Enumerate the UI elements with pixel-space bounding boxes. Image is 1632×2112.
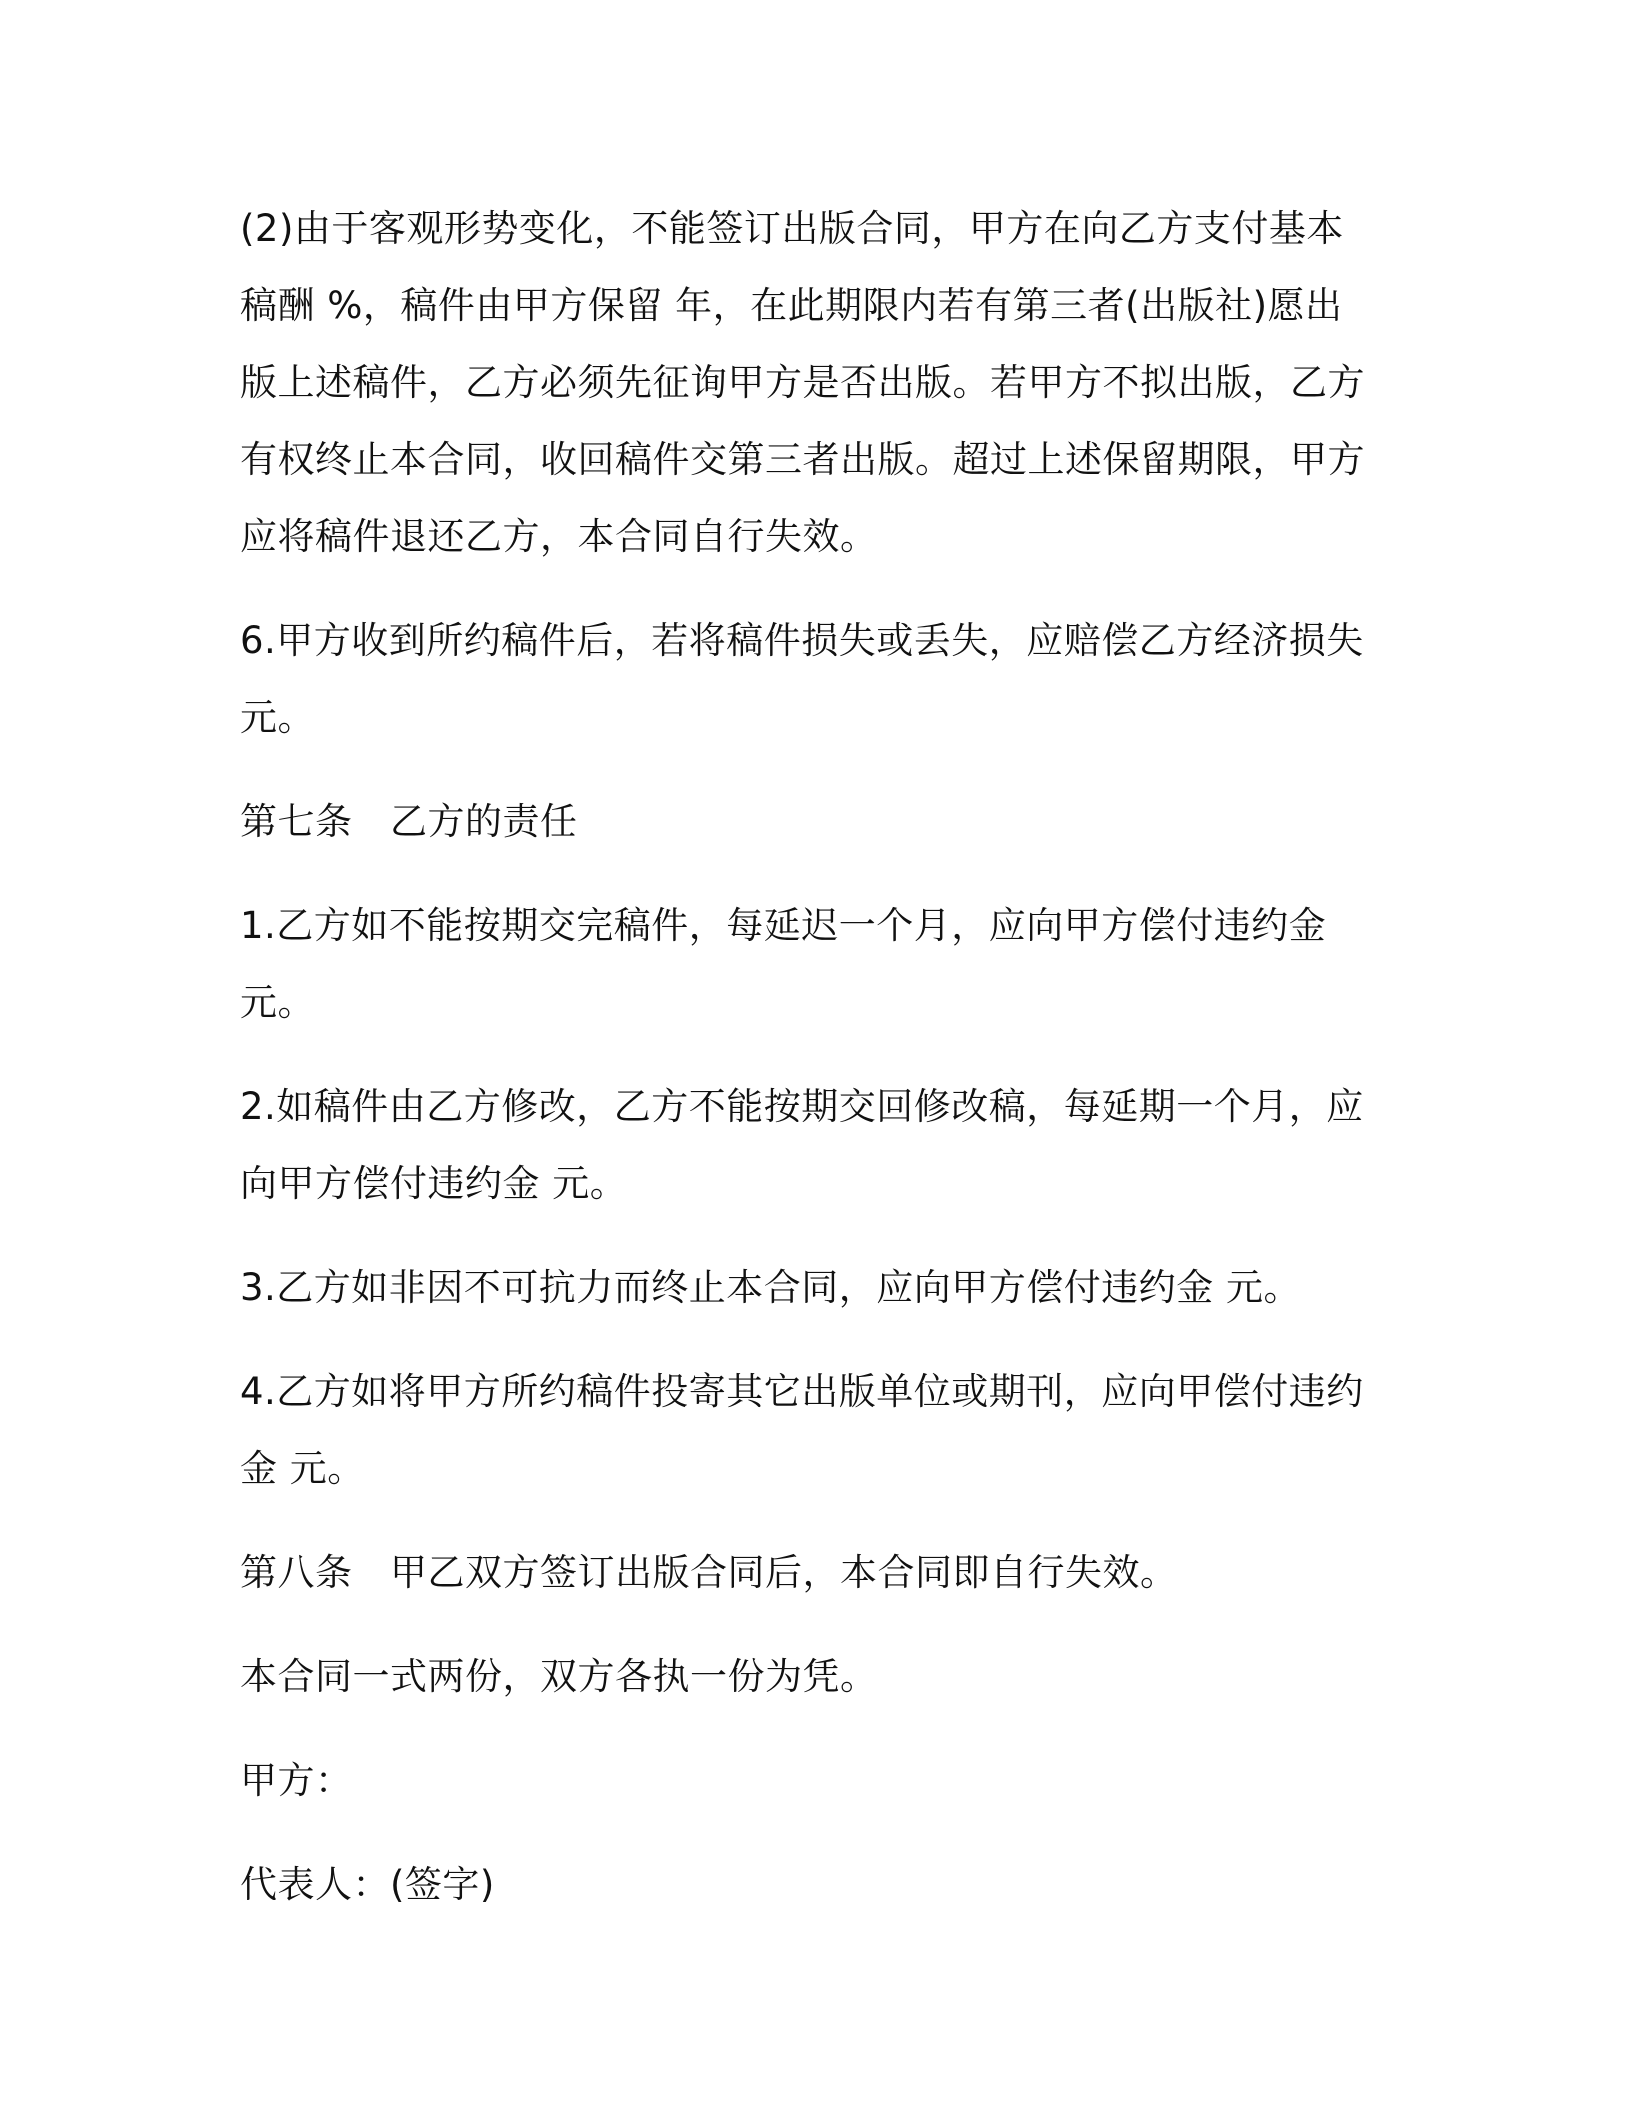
representative-signature-label: 代表人：(签字) [240,1863,495,1906]
copies-statement: 本合同一式两份，双方各执一份为凭。 [240,1655,878,1698]
clause-paragraph-guarantee: (2)由于客观形势变化，不能签订出版合同，甲方在向乙方支付基本稿酬 %，稿件由甲方保留 年，在此期限内若有第三者(出版社)愿出版上述稿件，乙方必须先征询甲方是否出版。若甲方不拟出版，乙方有权终止本合同，收回稿件交第三者出版。超过上述保留期限，甲方应将稿件退还乙方，本合同自行失效。 [240,207,1365,558]
article-heading-seven: 第七条 乙方的责任 [240,800,578,843]
clause-paragraph-late-delivery: 1.乙方如不能按期交完稿件，每延迟一个月，应向甲方偿付违约金 元。 [240,904,1339,1024]
clause-paragraph-other-publisher: 4.乙方如将甲方所约稿件投寄其它出版单位或期刊，应向甲偿付违约金 元。 [240,1370,1364,1490]
document-body [240,190,1380,1950]
article-heading-eight: 第八条 甲乙双方签订出版合同后，本合同即自行失效。 [240,1551,1178,1594]
clause-paragraph-loss-compensation: 6.甲方收到所约稿件后，若将稿件损失或丢失，应赔偿乙方经济损失 元。 [240,619,1377,739]
clause-paragraph-termination: 3.乙方如非因不可抗力而终止本合同，应向甲方偿付违约金 元。 [240,1266,1302,1309]
party-a-label: 甲方： [240,1759,353,1802]
clause-paragraph-late-revision: 2.如稿件由乙方修改，乙方不能按期交回修改稿，每延期一个月，应向甲方偿付违约金 元。 [240,1085,1364,1205]
